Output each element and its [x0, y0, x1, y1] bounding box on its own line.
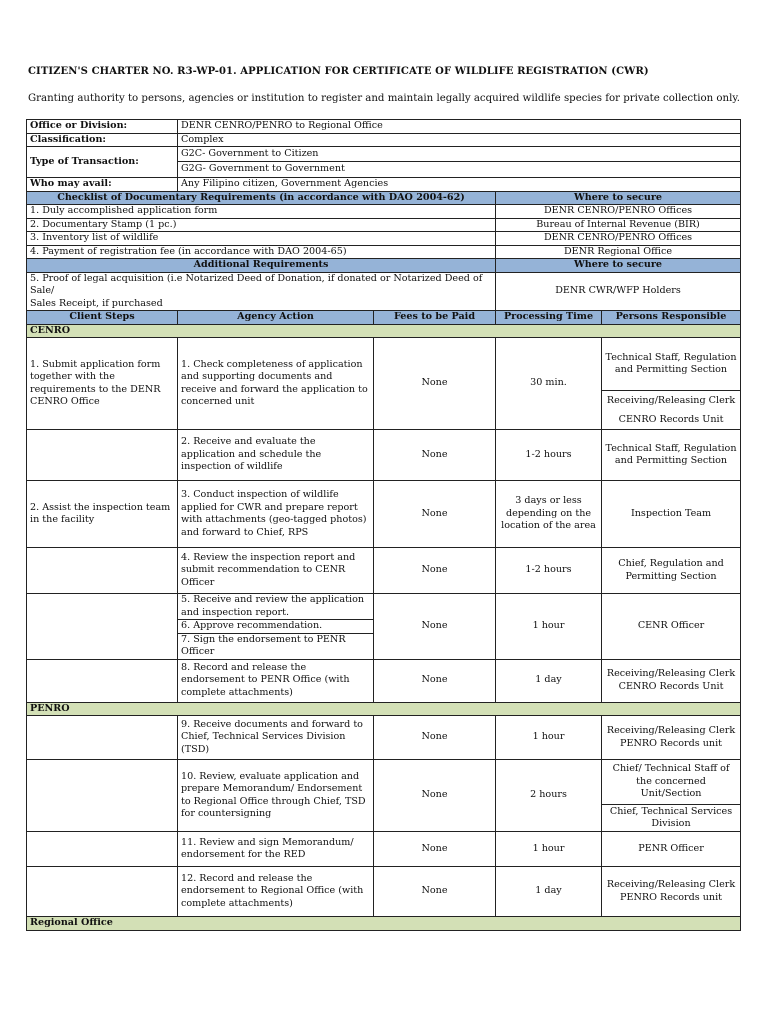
avail-label: Who may avail:	[27, 178, 178, 192]
step-row-9	[27, 716, 741, 760]
fee-5: None	[374, 594, 496, 660]
person-2: Technical Staff, Regulation and Permitting Section	[602, 430, 741, 481]
classification-row	[27, 133, 741, 147]
section-cenro: CENRO	[27, 324, 741, 338]
time-12: 1 day	[496, 867, 602, 917]
header-client-steps: Client Steps	[27, 311, 178, 325]
client-step-empty	[27, 832, 178, 867]
avail-row	[27, 178, 741, 192]
agency-action-9: 9. Receive documents and forward to Chief, Technical Services Division (TSD)	[178, 716, 374, 760]
client-step-empty	[27, 867, 178, 917]
checklist-item: 3. Inventory list of wildlife	[27, 232, 496, 246]
person-12: Receiving/Releasing Clerk PENRO Records unit	[602, 867, 741, 917]
checklist-row	[27, 205, 741, 219]
transaction-value-g2c: G2C- Government to Citizen	[178, 147, 741, 162]
time-2: 1-2 hours	[496, 430, 602, 481]
document-title: CITIZEN'S CHARTER NO. R3-WP-01. APPLICATION FOR CERTIFICATE OF WILDLIFE REGISTRATION (CWR)	[28, 66, 649, 77]
header-processing-time: Processing Time	[496, 311, 602, 325]
header-fees: Fees to be Paid	[374, 311, 496, 325]
agency-action-2: 2. Receive and evaluate the application and schedule the inspection of wildlife	[178, 430, 374, 481]
transaction-value-g2g: G2G- Government to Government	[178, 162, 741, 178]
client-step-empty	[27, 760, 178, 832]
time-3: 3 days or less depending on the location of the area	[496, 481, 602, 548]
person-10a: Chief/ Technical Staff of the concerned Unit/Section	[602, 760, 741, 805]
agency-action-5: 5. Receive and review the application and inspection report.	[178, 594, 374, 620]
classification-value: Complex	[178, 133, 741, 147]
client-step-empty	[27, 659, 178, 702]
additional-item-line1: 5. Proof of legal acquisition (i.e Notarized Deed of Donation, if donated or Notarized Deed of Sale/	[30, 272, 483, 296]
section-row-regional	[27, 917, 741, 931]
client-step-empty	[27, 548, 178, 594]
time-1: 30 min.	[496, 338, 602, 430]
section-penro: PENRO	[27, 702, 741, 716]
checklist-where: DENR CENRO/PENRO Offices	[496, 205, 741, 219]
additional-where: DENR CWR/WFP Holders	[496, 272, 741, 311]
time-4: 1-2 hours	[496, 548, 602, 594]
fee-4: None	[374, 548, 496, 594]
fee-11: None	[374, 832, 496, 867]
additional-item	[27, 272, 496, 311]
charter-table	[26, 119, 741, 931]
step-row-5	[27, 594, 741, 620]
section-row-cenro	[27, 324, 741, 338]
avail-value: Any Filipino citizen, Government Agencies	[178, 178, 741, 192]
time-9: 1 hour	[496, 716, 602, 760]
agency-action-3: 3. Conduct inspection of wildlife applied for CWR and prepare report with attachments (geo-tagged photos) and forward to Chief, RPS	[178, 481, 374, 548]
fee-1: None	[374, 338, 496, 430]
step-row-2	[27, 430, 741, 481]
checklist-row	[27, 245, 741, 259]
additional-where-header: Where to secure	[496, 259, 741, 273]
checklist-header-row	[27, 191, 741, 205]
time-8: 1 day	[496, 659, 602, 702]
agency-action-6: 6. Approve recommendation.	[178, 620, 374, 634]
header-persons-responsible: Persons Responsible	[602, 311, 741, 325]
person-5: CENR Officer	[602, 594, 741, 660]
agency-action-7: 7. Sign the endorsement to PENR Officer	[178, 633, 374, 659]
person-1b: Receiving/Releasing Clerk	[602, 391, 741, 412]
section-regional-office: Regional Office	[27, 917, 741, 931]
client-step-empty	[27, 430, 178, 481]
agency-action-12: 12. Record and release the endorsement to Regional Office (with complete attachments)	[178, 867, 374, 917]
client-step-empty	[27, 594, 178, 660]
transaction-row	[27, 147, 741, 162]
checklist-item: 2. Documentary Stamp (1 pc.)	[27, 218, 496, 232]
time-11: 1 hour	[496, 832, 602, 867]
fee-9: None	[374, 716, 496, 760]
checklist-where-header: Where to secure	[496, 191, 741, 205]
step-row-8	[27, 659, 741, 702]
classification-label: Classification:	[27, 133, 178, 147]
client-step-empty	[27, 716, 178, 760]
additional-item-line2: Sales Receipt, if purchased	[30, 297, 163, 309]
checklist-where: Bureau of Internal Revenue (BIR)	[496, 218, 741, 232]
step-row-1	[27, 338, 741, 391]
fee-2: None	[374, 430, 496, 481]
client-step-2: 2. Assist the inspection team in the facility	[27, 481, 178, 548]
checklist-row	[27, 232, 741, 246]
person-8: Receiving/Releasing Clerk CENRO Records Unit	[602, 659, 741, 702]
checklist-header: Checklist of Documentary Requirements (in accordance with DAO 2004-62)	[27, 191, 496, 205]
fee-8: None	[374, 659, 496, 702]
additional-header-row	[27, 259, 741, 273]
office-value: DENR CENRO/PENRO to Regional Office	[178, 120, 741, 134]
additional-header: Additional Requirements	[27, 259, 496, 273]
agency-action-11: 11. Review and sign Memorandum/ endorsement for the RED	[178, 832, 374, 867]
fee-3: None	[374, 481, 496, 548]
fee-10: None	[374, 760, 496, 832]
office-row	[27, 120, 741, 134]
checklist-where: DENR CENRO/PENRO Offices	[496, 232, 741, 246]
process-header-row	[27, 311, 741, 325]
checklist-row	[27, 218, 741, 232]
checklist-item: 4. Payment of registration fee (in accordance with DAO 2004-65)	[27, 245, 496, 259]
time-10: 2 hours	[496, 760, 602, 832]
document-description: Granting authority to persons, agencies or institution to register and maintain legally acquired wildlife species for private collection only.	[28, 93, 741, 104]
person-1a: Technical Staff, Regulation and Permitting Section	[602, 338, 741, 391]
step-row-12	[27, 867, 741, 917]
checklist-item: 1. Duly accomplished application form	[27, 205, 496, 219]
person-11: PENR Officer	[602, 832, 741, 867]
step-row-4	[27, 548, 741, 594]
fee-12: None	[374, 867, 496, 917]
step-row-10	[27, 760, 741, 805]
agency-action-1: 1. Check completeness of application and supporting documents and receive and forward the application to concerned unit	[178, 338, 374, 430]
time-5: 1 hour	[496, 594, 602, 660]
additional-row	[27, 272, 741, 311]
transaction-label: Type of Transaction:	[27, 147, 178, 178]
step-row-3	[27, 481, 741, 548]
agency-action-8: 8. Record and release the endorsement to PENR Office (with complete attachments)	[178, 659, 374, 702]
agency-action-4: 4. Review the inspection report and submit recommendation to CENR Officer	[178, 548, 374, 594]
agency-action-10: 10. Review, evaluate application and prepare Memorandum/ Endorsement to Regional Office through Chief, TSD for countersigning	[178, 760, 374, 832]
person-10b: Chief, Technical Services Division	[602, 805, 741, 832]
person-1c: CENRO Records Unit	[602, 411, 741, 430]
section-row-penro	[27, 702, 741, 716]
person-3: Inspection Team	[602, 481, 741, 548]
office-label: Office or Division:	[27, 120, 178, 134]
person-4: Chief, Regulation and Permitting Section	[602, 548, 741, 594]
person-9: Receiving/Releasing Clerk PENRO Records unit	[602, 716, 741, 760]
header-agency-action: Agency Action	[178, 311, 374, 325]
client-step-1: 1. Submit application form together with the requirements to the DENR CENRO Office	[27, 338, 178, 430]
checklist-where: DENR Regional Office	[496, 245, 741, 259]
step-row-11	[27, 832, 741, 867]
